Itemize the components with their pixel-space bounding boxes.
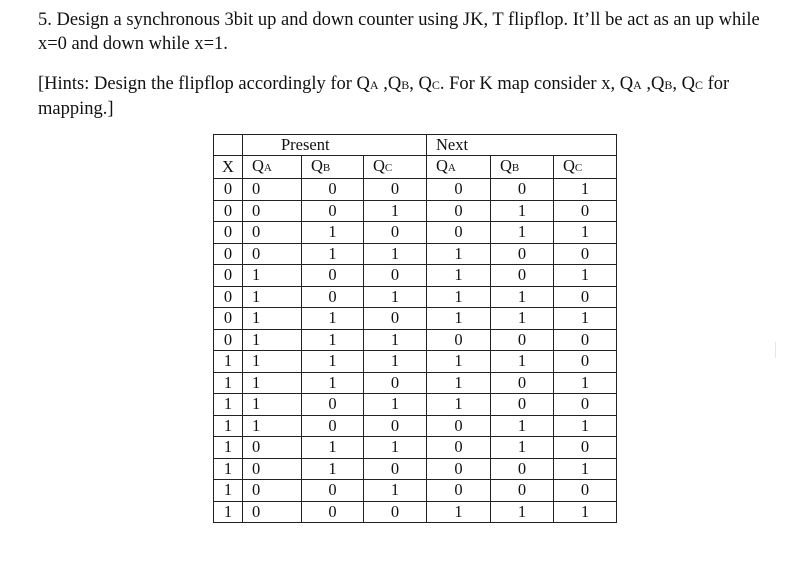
cell-next-qc: 0	[554, 329, 617, 351]
cell-next-qc: 1	[554, 179, 617, 201]
cell-present-qa: 1	[243, 351, 302, 373]
question-number: 5.	[38, 10, 52, 30]
cell-next-qc: 0	[554, 351, 617, 373]
cell-x: 0	[214, 200, 243, 222]
cell-present-qb: 0	[302, 480, 364, 502]
cell-present-qa: 0	[243, 501, 302, 523]
cell-next-qb: 1	[491, 501, 554, 523]
table-row	[214, 372, 617, 394]
cell-next-qa: 1	[427, 308, 491, 330]
header-next-qb: QB	[491, 156, 554, 179]
cell-next-qb: 0	[491, 372, 554, 394]
cell-present-qa: 1	[243, 372, 302, 394]
cell-x: 1	[214, 480, 243, 502]
cell-next-qc: 1	[554, 458, 617, 480]
cell-next-qa: 0	[427, 480, 491, 502]
cell-next-qb: 1	[491, 308, 554, 330]
table-row	[214, 501, 617, 523]
cell-next-qa: 1	[427, 286, 491, 308]
cell-next-qc: 0	[554, 437, 617, 459]
cell-x: 0	[214, 329, 243, 351]
header-present-qb: QB	[302, 156, 364, 179]
group-header-row	[214, 135, 617, 156]
cell-next-qa: 0	[427, 329, 491, 351]
cell-next-qc: 0	[554, 243, 617, 265]
cell-next-qb: 0	[491, 179, 554, 201]
cell-next-qc: 0	[554, 394, 617, 416]
cell-x: 1	[214, 394, 243, 416]
table-row	[214, 437, 617, 459]
header-next-qa: QA	[427, 156, 491, 179]
cell-x: 1	[214, 501, 243, 523]
cell-x: 1	[214, 437, 243, 459]
cell-x: 0	[214, 265, 243, 287]
cell-next-qc: 0	[554, 200, 617, 222]
cell-next-qb: 1	[491, 222, 554, 244]
cell-next-qb: 0	[491, 394, 554, 416]
table-row	[214, 480, 617, 502]
table-row	[214, 265, 617, 287]
cell-next-qc: 1	[554, 415, 617, 437]
cell-next-qa: 0	[427, 437, 491, 459]
cell-present-qc: 0	[364, 222, 427, 244]
table-row	[214, 200, 617, 222]
present-group-header: Present	[243, 135, 427, 156]
cell-next-qc: 1	[554, 372, 617, 394]
cell-present-qb: 1	[302, 222, 364, 244]
cell-present-qc: 1	[364, 329, 427, 351]
cell-present-qb: 0	[302, 415, 364, 437]
header-x: X	[214, 156, 243, 179]
cell-present-qb: 1	[302, 458, 364, 480]
cell-next-qc: 1	[554, 265, 617, 287]
cell-present-qa: 1	[243, 394, 302, 416]
table-row	[214, 415, 617, 437]
table-row	[214, 179, 617, 201]
table-row	[214, 222, 617, 244]
table-row	[214, 243, 617, 265]
header-present-qc: QC	[364, 156, 427, 179]
cell-next-qb: 0	[491, 243, 554, 265]
cell-next-qa: 0	[427, 458, 491, 480]
next-group-header: Next	[427, 135, 617, 156]
cell-present-qc: 1	[364, 200, 427, 222]
cell-present-qc: 0	[364, 179, 427, 201]
cell-present-qc: 1	[364, 351, 427, 373]
cell-next-qb: 1	[491, 351, 554, 373]
cell-next-qa: 1	[427, 351, 491, 373]
cell-present-qa: 1	[243, 265, 302, 287]
cell-present-qa: 0	[243, 480, 302, 502]
state-table	[213, 134, 617, 523]
cell-next-qa: 1	[427, 243, 491, 265]
cell-present-qc: 0	[364, 458, 427, 480]
cell-present-qc: 0	[364, 501, 427, 523]
cell-present-qc: 0	[364, 372, 427, 394]
cell-next-qa: 0	[427, 222, 491, 244]
cell-present-qb: 0	[302, 265, 364, 287]
header-next-qc: QC	[554, 156, 617, 179]
cell-present-qc: 1	[364, 480, 427, 502]
cell-present-qa: 1	[243, 329, 302, 351]
cell-next-qa: 0	[427, 179, 491, 201]
table-row	[214, 458, 617, 480]
cell-present-qc: 1	[364, 394, 427, 416]
cell-present-qa: 1	[243, 286, 302, 308]
table-row	[214, 351, 617, 373]
cell-x: 0	[214, 308, 243, 330]
cell-x: 1	[214, 415, 243, 437]
cell-x: 1	[214, 372, 243, 394]
cell-present-qa: 0	[243, 200, 302, 222]
cell-next-qc: 1	[554, 222, 617, 244]
cell-next-qb: 0	[491, 480, 554, 502]
cell-present-qb: 1	[302, 243, 364, 265]
cell-present-qc: 1	[364, 243, 427, 265]
cell-present-qb: 0	[302, 501, 364, 523]
cell-present-qb: 1	[302, 372, 364, 394]
cell-present-qa: 0	[243, 243, 302, 265]
cell-next-qa: 0	[427, 200, 491, 222]
hint-text: [Hints: Design the flipflop accordingly for QA ,QB, QC. For K map consider x, QA ,QB, QC for mapping.]	[38, 74, 730, 119]
header-present-qa: QA	[243, 156, 302, 179]
cell-present-qa: 0	[243, 179, 302, 201]
cell-x: 0	[214, 222, 243, 244]
cell-present-qc: 0	[364, 308, 427, 330]
cell-x: 0	[214, 286, 243, 308]
cell-present-qb: 0	[302, 286, 364, 308]
cell-present-qb: 1	[302, 351, 364, 373]
cell-next-qb: 0	[491, 265, 554, 287]
cell-present-qc: 0	[364, 415, 427, 437]
cell-next-qb: 1	[491, 286, 554, 308]
cell-next-qc: 0	[554, 480, 617, 502]
cell-present-qc: 1	[364, 437, 427, 459]
cell-next-qa: 1	[427, 372, 491, 394]
cell-next-qb: 1	[491, 415, 554, 437]
cell-next-qa: 0	[427, 415, 491, 437]
cell-next-qa: 1	[427, 265, 491, 287]
cell-present-qb: 1	[302, 437, 364, 459]
cell-next-qb: 0	[491, 458, 554, 480]
cell-present-qb: 1	[302, 329, 364, 351]
cell-x: 0	[214, 243, 243, 265]
cell-present-qc: 1	[364, 286, 427, 308]
cell-x: 1	[214, 351, 243, 373]
corner-cell	[214, 135, 243, 156]
column-header-row	[214, 156, 617, 179]
cell-present-qa: 0	[243, 222, 302, 244]
question-body: Design a synchronous 3bit up and down counter using JK, T flipflop. It’ll be act as an up while x=0 and down while x=1.	[38, 10, 760, 54]
cell-next-qa: 1	[427, 501, 491, 523]
table-row	[214, 329, 617, 351]
cell-present-qb: 1	[302, 308, 364, 330]
cell-present-qb: 0	[302, 200, 364, 222]
cell-present-qa: 1	[243, 415, 302, 437]
cell-present-qa: 1	[243, 308, 302, 330]
cell-x: 1	[214, 458, 243, 480]
table-row	[214, 286, 617, 308]
table-row	[214, 394, 617, 416]
cell-x: 0	[214, 179, 243, 201]
cell-present-qc: 0	[364, 265, 427, 287]
cell-present-qb: 0	[302, 394, 364, 416]
cell-next-qb: 1	[491, 437, 554, 459]
cell-next-qc: 0	[554, 286, 617, 308]
question-text	[38, 8, 778, 56]
cell-present-qb: 0	[302, 179, 364, 201]
cell-next-qb: 0	[491, 329, 554, 351]
cell-next-qc: 1	[554, 308, 617, 330]
cell-next-qb: 1	[491, 200, 554, 222]
text-cursor-mark	[775, 342, 776, 358]
cell-next-qa: 1	[427, 394, 491, 416]
cell-present-qa: 0	[243, 437, 302, 459]
cell-present-qa: 0	[243, 458, 302, 480]
cell-next-qc: 1	[554, 501, 617, 523]
table-row	[214, 308, 617, 330]
